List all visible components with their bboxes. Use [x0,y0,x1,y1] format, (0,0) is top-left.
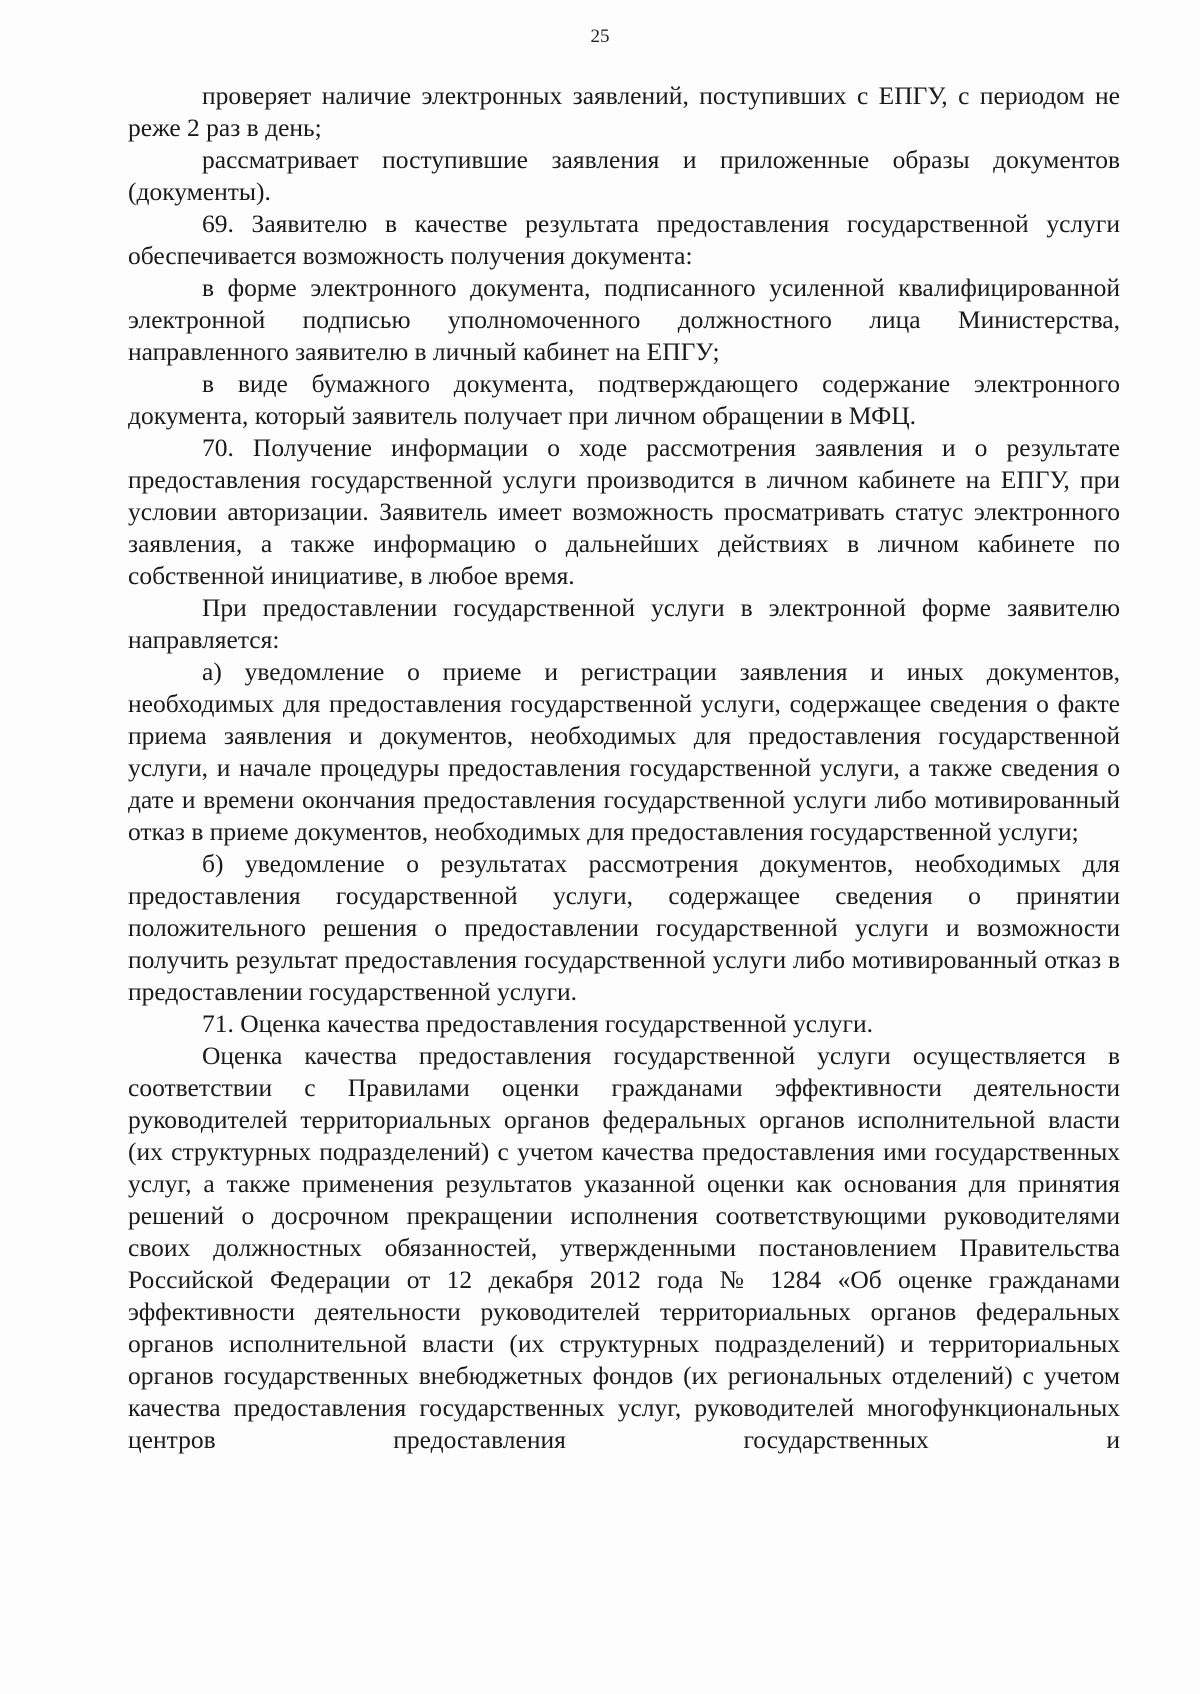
document-body [128,80,1120,1456]
paragraph-review-applications: рассматривает поступившие заявления и приложенные образы документов (документы). [128,145,1120,206]
paragraph-electronic-document: в форме электронного документа, подписанного усиленной квалифицированной электронной подписью уполномоченного должностного лица Министерства, направленного заявителю в личный кабинет на ЕПГУ; [128,273,1120,366]
paragraph-71: 71. Оценка качества предоставления государственной услуги. [202,1009,874,1038]
paragraph-check-applications: проверяет наличие электронных заявлений, поступивших с ЕПГУ, с периодом не реже 2 раз в день; [128,81,1120,142]
paragraph-69: 69. Заявителю в качестве результата предоставления государственной услуги обеспечивается возможность получения документа: [128,209,1120,270]
paragraph-item-b: б) уведомление о результатах рассмотрения документов, необходимых для предоставления государственной услуги, содержащее сведения о принятии положительного решения о предоставлении государственной услуги и возможности получить результат предоставления государственной услуги либо мотивированный отказ в предоставлении государственной услуги. [128,849,1120,1006]
paragraph-paper-document: в виде бумажного документа, подтверждающего содержание электронного документа, который заявитель получает при личном обращении в МФЦ. [128,369,1120,430]
paragraph-item-a: а) уведомление о приеме и регистрации заявления и иных документов, необходимых для предоставления государственной услуги, содержащее сведения о факте приема заявления и документов, необходимых для предоставления государственной услуги, и начале процедуры предоставления государственной услуги, а также сведения о дате и времени окончания предоставления государственной услуги либо мотивированный отказ в приеме документов, необходимых для предоставления государственной услуги; [128,657,1120,846]
paragraph-70: 70. Получение информации о ходе рассмотрения заявления и о результате предоставления государственной услуги производится в личном кабинете на ЕПГУ, при условии авторизации. Заявитель имеет возможность просматривать статус электронного заявления, а также информацию о дальнейших действиях в личном кабинете по собственной инициативе, в любое время. [128,433,1120,590]
paragraph-quality-assessment: Оценка качества предоставления государственной услуги осуществляется в соответствии с Правилами оценки гражданами эффективности деятельности руководителей территориальных органов федеральных органов исполнительной власти (их структурных подразделений) с учетом качества предоставления ими государственных услуг, а также применения результатов указанной оценки как основания для принятия решений о досрочном прекращении исполнения соответствующими руководителями своих должностных обязанностей, утвержденными постановлением Правительства Российской Федерации от 12 декабря 2012 года № 1284 «Об оценке гражданами эффективности деятельности руководителей территориальных органов федеральных органов исполнительной власти (их структурных подразделений) и территориальных органов государственных внебюджетных фондов (их региональных отделений) с учетом качества предоставления государственных услуг, руководителей многофункциональных центров предоставления государственных и [128,1041,1120,1454]
page-number: 25 [590,26,610,47]
paragraph-electronic-form: При предоставлении государственной услуги в электронной форме заявителю направляется: [128,593,1120,654]
